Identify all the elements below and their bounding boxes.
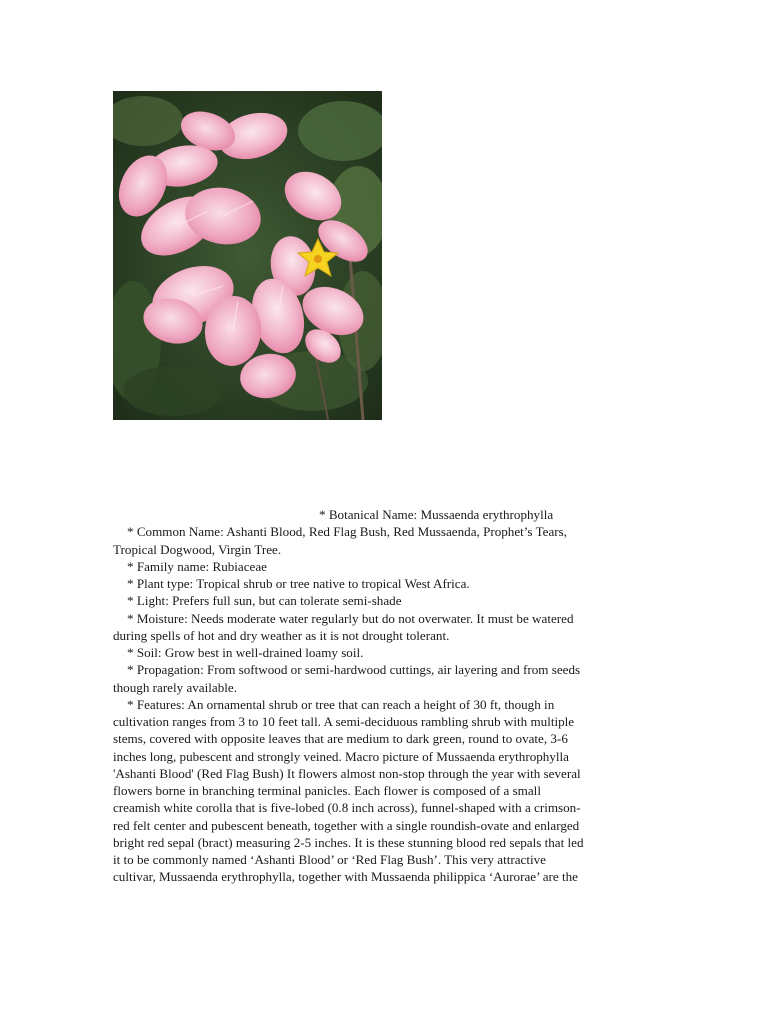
text-line: stems, covered with opposite leaves that are medium to dark green, round to ovate, 3-6 bbox=[113, 731, 568, 747]
text-line: * Features: An ornamental shrub or tree that can reach a height of 30 ft, though in bbox=[127, 696, 555, 712]
text-line: * Propagation: From softwood or semi-hardwood cuttings, air layering and from seeds bbox=[127, 662, 581, 678]
text-line: * Family name: Rubiaceae bbox=[127, 558, 267, 574]
text-line: * Soil: Grow best in well-drained loamy soil. bbox=[127, 645, 364, 660]
text-line: it to be commonly named ‘Ashanti Blood’ or ‘Red Flag Bush’. This very attractive bbox=[113, 852, 546, 867]
text-line: bright red sepal (bract) measuring 2-5 inches. It is these stunning blood red sepals that led bbox=[113, 834, 584, 850]
text-line: creamish white corolla that is five-lobed (0.8 inch across), funnel-shaped with a crimson- bbox=[113, 800, 581, 816]
plant-description bbox=[113, 506, 658, 886]
text-line: * Plant type: Tropical shrub or tree native to tropical West Africa. bbox=[127, 576, 470, 591]
flower-illustration bbox=[113, 91, 382, 420]
text-line: 'Ashanti Blood' (Red Flag Bush) It flowers almost non-stop through the year with several bbox=[113, 765, 581, 781]
text-line: cultivar, Mussaenda erythrophylla, together with Mussaenda philippica ‘Aurorae’ are the bbox=[113, 869, 578, 885]
mussaenda-flower-photo bbox=[113, 91, 382, 420]
text-line: cultivation ranges from 3 to 10 feet tall. A semi-deciduous rambling shrub with multiple bbox=[113, 714, 575, 729]
text-line: flowers borne in branching terminal panicles. Each flower is composed of a small bbox=[113, 783, 541, 798]
text-line: Tropical Dogwood, Virgin Tree. bbox=[113, 541, 282, 557]
text-line: * Common Name: Ashanti Blood, Red Flag Bush, Red Mussaenda, Prophet’s Tears, bbox=[127, 524, 568, 540]
text-line: * Botanical Name: Mussaenda erythrophylla bbox=[319, 507, 554, 522]
text-line: red felt center and pubescent beneath, together with a single roundish-ovate and enlarged bbox=[113, 817, 580, 833]
text-line: during spells of hot and dry weather as it is not drought tolerant. bbox=[113, 627, 450, 643]
text-line: * Moisture: Needs moderate water regularly but do not overwater. It must be watered bbox=[127, 610, 574, 626]
text-line: though rarely available. bbox=[113, 679, 237, 695]
text-line: * Light: Prefers full sun, but can tolerate semi-shade bbox=[127, 593, 402, 609]
text-line: inches long, pubescent and strongly veined. Macro picture of Mussaenda erythrophylla bbox=[113, 748, 569, 764]
